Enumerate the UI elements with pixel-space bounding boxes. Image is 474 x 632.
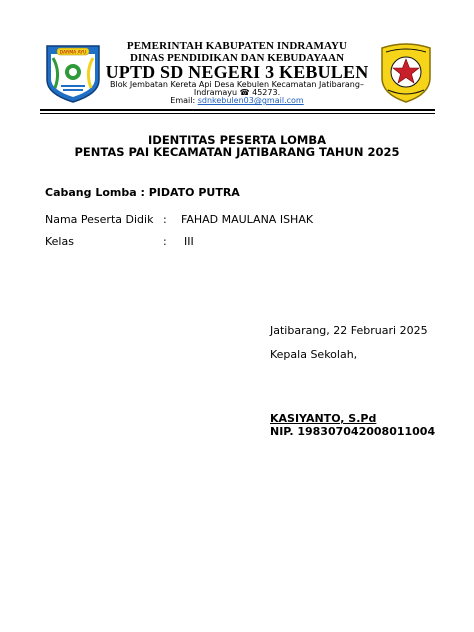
left-logo-text: DARMA AYU (59, 50, 87, 56)
document-title: IDENTITAS PESERTA LOMBA (148, 133, 326, 147)
competition-category: Cabang Lomba : PIDATO PUTRA (45, 186, 240, 199)
department-name: DINAS PENDIDIKAN DAN KEBUDAYAAN (129, 52, 345, 64)
email-link[interactable]: sdnkebulen03@gmail.com (197, 96, 304, 105)
school-email-line (0, 96, 474, 105)
class-label: Kelas (45, 235, 74, 248)
class-value: III (184, 235, 194, 248)
header-divider-thin (40, 113, 435, 114)
headmaster-name: KASIYANTO, S.Pd (270, 412, 377, 425)
student-name-colon: : (163, 213, 167, 226)
header-divider-thick (40, 109, 435, 111)
school-address-city: Indramayu ☎ 45273. (193, 88, 281, 97)
student-name-label: Nama Peserta Didik (45, 213, 154, 226)
school-address: Blok Jembatan Kereta Api Desa Kebulen Kecamatan Jatibarang– (110, 80, 364, 89)
signature-date: Jatibarang, 22 Februari 2025 (270, 324, 428, 337)
email-label: Email: (170, 96, 198, 105)
government-name: PEMERINTAH KABUPATEN INDRAMAYU (126, 40, 348, 52)
headmaster-nip: NIP. 198307042008011004 (270, 425, 436, 438)
school-name: UPTD SD NEGERI 3 KEBULEN (105, 62, 369, 82)
student-name-value: FAHAD MAULANA ISHAK (181, 213, 314, 226)
document-subtitle: PENTAS PAI KECAMATAN JATIBARANG TAHUN 2025 (74, 145, 400, 159)
class-colon: : (163, 235, 167, 248)
signature-role: Kepala Sekolah, (270, 348, 358, 361)
